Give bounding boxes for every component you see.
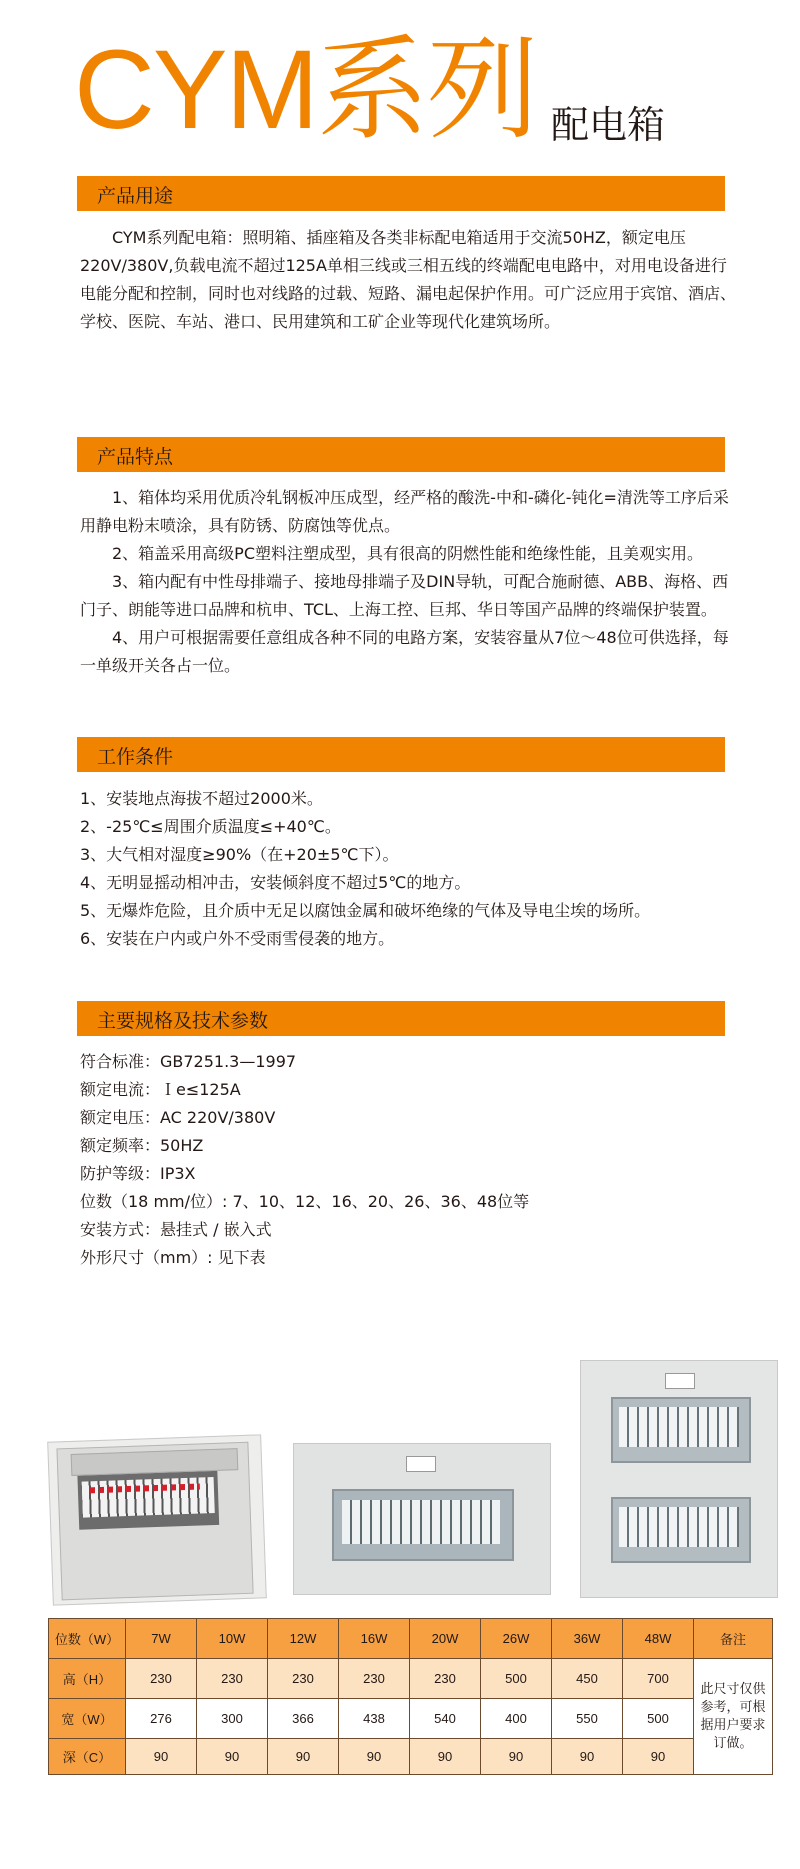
table-cell: 230 — [197, 1659, 268, 1699]
table-cell: 90 — [339, 1739, 410, 1775]
table-column-header: 20W — [410, 1619, 481, 1659]
spec-item: 外形尺寸（mm）: 见下表 — [80, 1248, 266, 1267]
usage-text: CYM系列配电箱：照明箱、插座箱及各类非标配电箱适用于交流50HZ，额定电压220V/380V,负载电流不超过125A单相三线或三相五线的终端配电电路中，对用电设备进行电能分配和控制，同时也对线路的过载、短路、漏电起保护作用。可广泛应用于宾馆、酒店、学校、医院、车站、港口、民用建筑和工矿企业等现代化建筑场所。 — [80, 228, 737, 331]
table-header-row — [49, 1619, 773, 1659]
table-column-header: 16W — [339, 1619, 410, 1659]
table-cell: 90 — [197, 1739, 268, 1775]
feature-item: 4、用户可根据需要任意组成各种不同的电路方案，安装容量从7位～48位可供选择，每一单级开关各占一位。 — [80, 628, 729, 675]
table-cell: 300 — [197, 1699, 268, 1739]
table-row-label: 宽（W） — [49, 1699, 126, 1739]
section-bar-conditions — [77, 737, 725, 772]
condition-item: 6、安装在户内或户外不受雨雪侵袭的地方。 — [80, 929, 395, 948]
spec-item: 额定电压：AC 220V/380V — [80, 1108, 276, 1127]
feature-item: 1、箱体均采用优质冷轧钢板冲压成型，经严格的酸洗-中和-磷化-钝化=清洗等工序后采用静电粉末喷涂，具有防锈、防腐蚀等优点。 — [80, 488, 729, 535]
usage-paragraph — [80, 224, 740, 336]
conditions-list — [80, 785, 740, 953]
table-column-header: 48W — [623, 1619, 694, 1659]
table-row — [49, 1659, 773, 1699]
spec-item: 安装方式：悬挂式 / 嵌入式 — [80, 1220, 272, 1239]
spec-item: 额定频率：50HZ — [80, 1136, 204, 1155]
table-cell: 540 — [410, 1699, 481, 1739]
page-subtitle: 配电箱 — [551, 103, 666, 147]
table-cell: 230 — [126, 1659, 197, 1699]
table-cell: 90 — [481, 1739, 552, 1775]
specs-list — [80, 1048, 740, 1272]
table-header-label: 位数（W） — [49, 1619, 126, 1659]
table-note: 此尺寸仅供参考，可根据用户要求订做。 — [694, 1659, 773, 1775]
table-note-header: 备注 — [694, 1619, 773, 1659]
table-cell: 230 — [410, 1659, 481, 1699]
section-bar-features — [77, 437, 725, 472]
condition-item: 1、安装地点海拔不超过2000米。 — [80, 789, 323, 808]
table-cell: 438 — [339, 1699, 410, 1739]
spec-item: 符合标准：GB7251.3—1997 — [80, 1052, 297, 1071]
section-bar-specs — [77, 1001, 725, 1036]
section-bar-usage — [77, 176, 725, 211]
table-cell: 400 — [481, 1699, 552, 1739]
features-paragraphs — [80, 484, 740, 680]
table-column-header: 12W — [268, 1619, 339, 1659]
table-cell: 230 — [268, 1659, 339, 1699]
table-cell: 500 — [481, 1659, 552, 1699]
table-cell: 550 — [552, 1699, 623, 1739]
condition-item: 5、无爆炸危险，且介质中无足以腐蚀金属和破坏绝缘的气体及导电尘埃的场所。 — [80, 901, 651, 920]
dimensions-table — [48, 1618, 773, 1775]
condition-item: 2、-25℃≤周围介质温度≤+40℃。 — [80, 817, 341, 836]
table-column-header: 10W — [197, 1619, 268, 1659]
table-cell: 276 — [126, 1699, 197, 1739]
condition-item: 3、大气相对湿度≥90%（在+20±5℃下）。 — [80, 845, 399, 864]
table-cell: 90 — [410, 1739, 481, 1775]
section-heading-specs: 主要规格及技术参数 — [97, 1010, 269, 1032]
table-row — [49, 1739, 773, 1775]
product-photo-open-box — [47, 1434, 267, 1605]
table-column-header: 26W — [481, 1619, 552, 1659]
table-column-header: 36W — [552, 1619, 623, 1659]
table-cell: 366 — [268, 1699, 339, 1739]
spec-item: 位数（18 mm/位）: 7、10、12、16、20、26、36、48位等 — [80, 1192, 530, 1211]
table-row-label: 深（C） — [49, 1739, 126, 1775]
section-heading-conditions: 工作条件 — [97, 746, 174, 768]
page-title: CYM系列 — [74, 27, 537, 152]
table-row-label: 高（H） — [49, 1659, 126, 1699]
section-heading-features: 产品特点 — [97, 446, 174, 468]
product-photo-closed-box — [293, 1443, 551, 1595]
condition-item: 4、无明显摇动相冲击，安装倾斜度不超过5℃的地方。 — [80, 873, 471, 892]
table-cell: 90 — [552, 1739, 623, 1775]
table-column-header: 7W — [126, 1619, 197, 1659]
table-cell: 90 — [268, 1739, 339, 1775]
table-row — [49, 1699, 773, 1739]
spec-item: 额定电流：Ｉe≤125A — [80, 1080, 241, 1099]
table-cell: 500 — [623, 1699, 694, 1739]
table-cell: 90 — [623, 1739, 694, 1775]
section-heading-usage: 产品用途 — [97, 185, 174, 207]
table-cell: 450 — [552, 1659, 623, 1699]
product-photo-double-box — [580, 1360, 778, 1598]
feature-item: 2、箱盖采用高级PC塑料注塑成型，具有很高的阴燃性能和绝缘性能，且美观实用。 — [112, 544, 704, 563]
table-cell: 700 — [623, 1659, 694, 1699]
table-cell: 90 — [126, 1739, 197, 1775]
table-cell: 230 — [339, 1659, 410, 1699]
spec-item: 防护等级：IP3X — [80, 1164, 196, 1183]
feature-item: 3、箱内配有中性母排端子、接地母排端子及DIN导轨，可配合施耐德、ABB、海格、西门子、朗能等进口品牌和杭申、TCL、上海工控、巨邦、华日等国产品牌的终端保护装置。 — [80, 572, 729, 619]
